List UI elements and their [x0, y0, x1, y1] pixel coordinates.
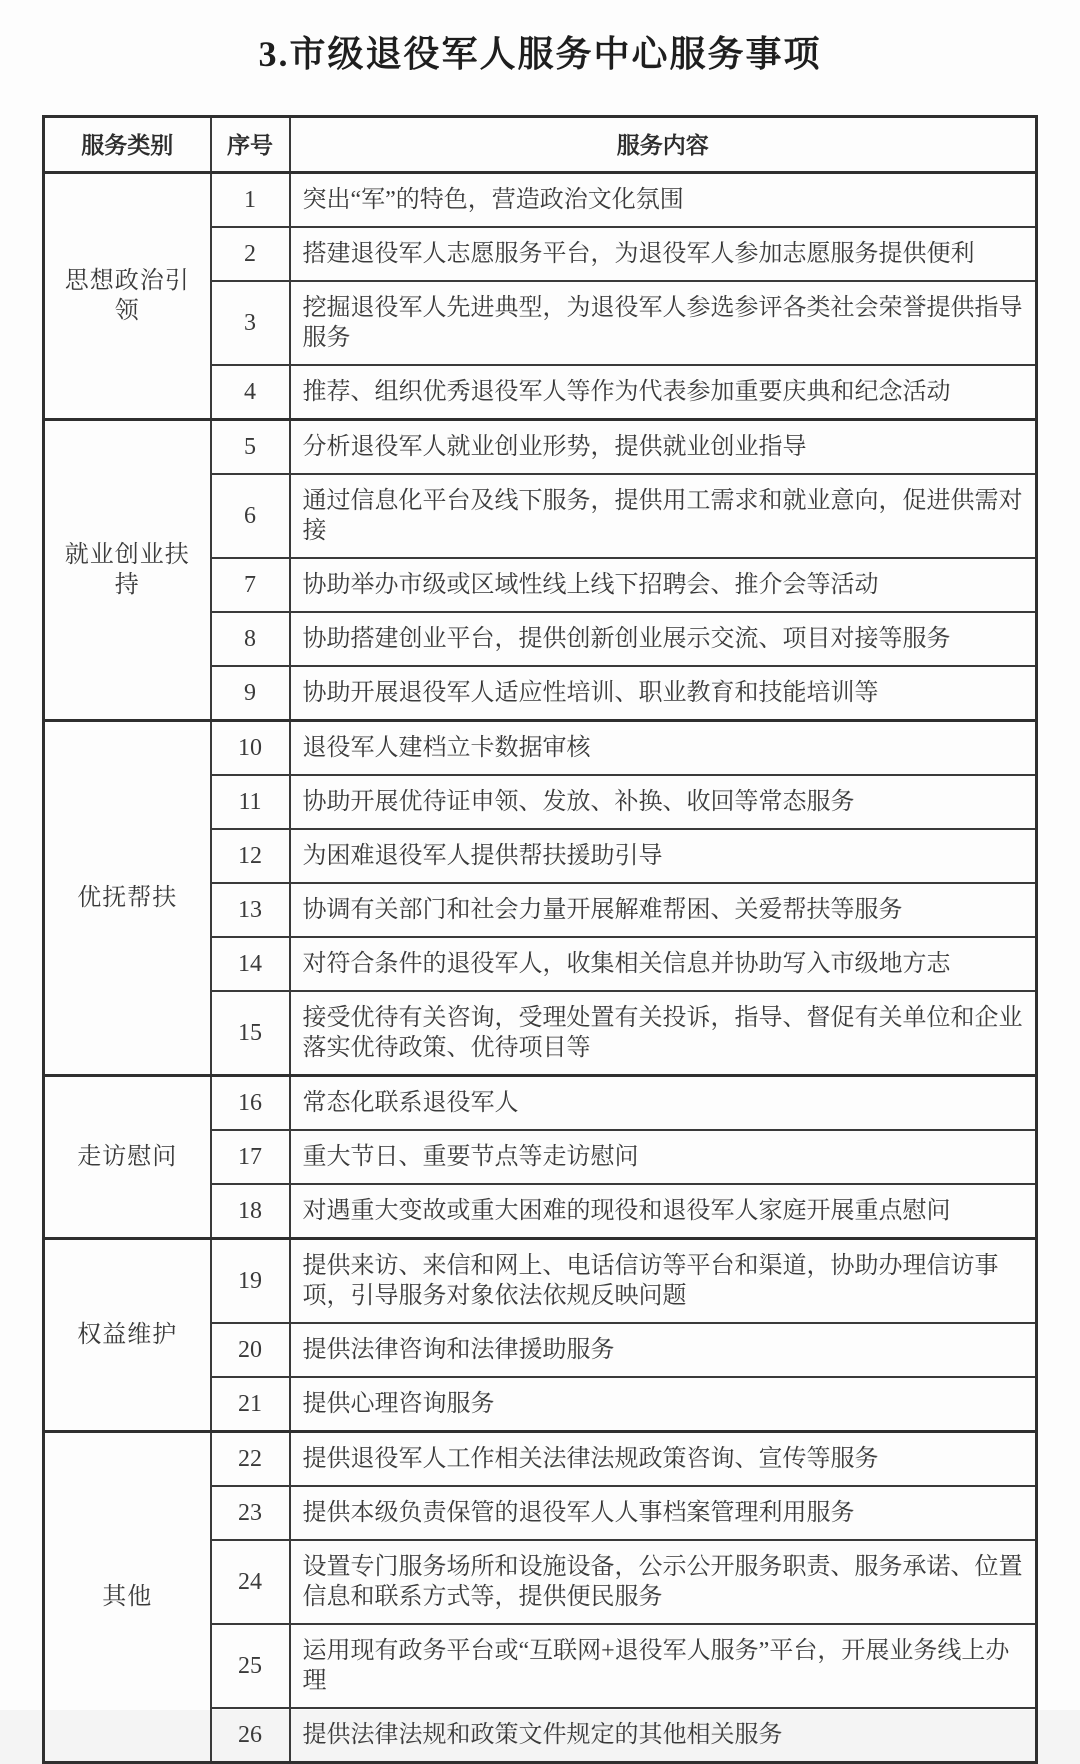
row-number: 24	[211, 1540, 290, 1624]
service-content: 提供来访、来信和网上、电话信访等平台和渠道，协助办理信访事项，引导服务对象依法依规反映问题	[290, 1239, 1037, 1324]
table-row	[44, 721, 1037, 776]
category-cell: 就业创业扶持	[44, 420, 211, 721]
service-content: 协助开展优待证申领、发放、补换、收回等常态服务	[290, 775, 1037, 829]
service-content: 常态化联系退役军人	[290, 1076, 1037, 1131]
row-number: 25	[211, 1624, 290, 1708]
category-cell: 走访慰问	[44, 1076, 211, 1239]
row-number: 18	[211, 1184, 290, 1239]
column-header-number: 序号	[211, 117, 290, 173]
service-content: 运用现有政务平台或“互联网+退役军人服务”平台，开展业务线上办理	[290, 1624, 1037, 1708]
row-number: 13	[211, 883, 290, 937]
service-table-body	[44, 173, 1037, 1763]
row-number: 9	[211, 666, 290, 721]
service-content: 协助开展退役军人适应性培训、职业教育和技能培训等	[290, 666, 1037, 721]
row-number: 19	[211, 1239, 290, 1324]
row-number: 21	[211, 1377, 290, 1432]
row-number: 1	[211, 173, 290, 228]
service-content: 退役军人建档立卡数据审核	[290, 721, 1037, 776]
table-row	[44, 1076, 1037, 1131]
row-number: 16	[211, 1076, 290, 1131]
column-header-content: 服务内容	[290, 117, 1037, 173]
row-number: 23	[211, 1486, 290, 1540]
row-number: 20	[211, 1323, 290, 1377]
row-number: 15	[211, 991, 290, 1076]
service-content: 设置专门服务场所和设施设备，公示公开服务职责、服务承诺、位置信息和联系方式等，提供便民服务	[290, 1540, 1037, 1624]
table-row	[44, 1432, 1037, 1487]
row-number: 3	[211, 281, 290, 365]
service-content: 对遇重大变故或重大困难的现役和退役军人家庭开展重点慰问	[290, 1184, 1037, 1239]
service-content: 挖掘退役军人先进典型，为退役军人参选参评各类社会荣誉提供指导服务	[290, 281, 1037, 365]
service-content: 协助举办市级或区域性线上线下招聘会、推介会等活动	[290, 558, 1037, 612]
service-table	[42, 115, 1038, 1764]
service-content: 协助搭建创业平台，提供创新创业展示交流、项目对接等服务	[290, 612, 1037, 666]
category-cell: 其他	[44, 1432, 211, 1763]
service-content: 通过信息化平台及线下服务，提供用工需求和就业意向，促进供需对接	[290, 474, 1037, 558]
service-content: 突出“军”的特色，营造政治文化氛围	[290, 173, 1037, 228]
service-content: 对符合条件的退役军人，收集相关信息并协助写入市级地方志	[290, 937, 1037, 991]
service-content: 提供本级负责保管的退役军人人事档案管理利用服务	[290, 1486, 1037, 1540]
service-content: 接受优待有关咨询，受理处置有关投诉，指导、督促有关单位和企业落实优待政策、优待项目等	[290, 991, 1037, 1076]
category-cell: 思想政治引领	[44, 173, 211, 420]
category-cell: 优抚帮扶	[44, 721, 211, 1076]
service-content: 提供心理咨询服务	[290, 1377, 1037, 1432]
service-content: 重大节日、重要节点等走访慰问	[290, 1130, 1037, 1184]
row-number: 12	[211, 829, 290, 883]
row-number: 22	[211, 1432, 290, 1487]
row-number: 14	[211, 937, 290, 991]
service-content: 分析退役军人就业创业形势，提供就业创业指导	[290, 420, 1037, 475]
table-row	[44, 1239, 1037, 1324]
table-header-row	[44, 117, 1037, 173]
service-content: 搭建退役军人志愿服务平台，为退役军人参加志愿服务提供便利	[290, 227, 1037, 281]
service-content: 推荐、组织优秀退役军人等作为代表参加重要庆典和纪念活动	[290, 365, 1037, 420]
service-content: 提供法律咨询和法律援助服务	[290, 1323, 1037, 1377]
service-content: 提供退役军人工作相关法律法规政策咨询、宣传等服务	[290, 1432, 1037, 1487]
row-number: 17	[211, 1130, 290, 1184]
row-number: 8	[211, 612, 290, 666]
service-content: 协调有关部门和社会力量开展解难帮困、关爱帮扶等服务	[290, 883, 1037, 937]
page-title: 3.市级退役军人服务中心服务事项	[258, 34, 822, 74]
row-number: 11	[211, 775, 290, 829]
row-number: 10	[211, 721, 290, 776]
service-content: 为困难退役军人提供帮扶援助引导	[290, 829, 1037, 883]
column-header-category: 服务类别	[44, 117, 211, 173]
table-row	[44, 173, 1037, 228]
row-number: 26	[211, 1708, 290, 1763]
row-number: 2	[211, 227, 290, 281]
service-content: 提供法律法规和政策文件规定的其他相关服务	[290, 1708, 1037, 1763]
table-row	[44, 420, 1037, 475]
row-number: 7	[211, 558, 290, 612]
row-number: 5	[211, 420, 290, 475]
category-cell: 权益维护	[44, 1239, 211, 1432]
row-number: 4	[211, 365, 290, 420]
row-number: 6	[211, 474, 290, 558]
